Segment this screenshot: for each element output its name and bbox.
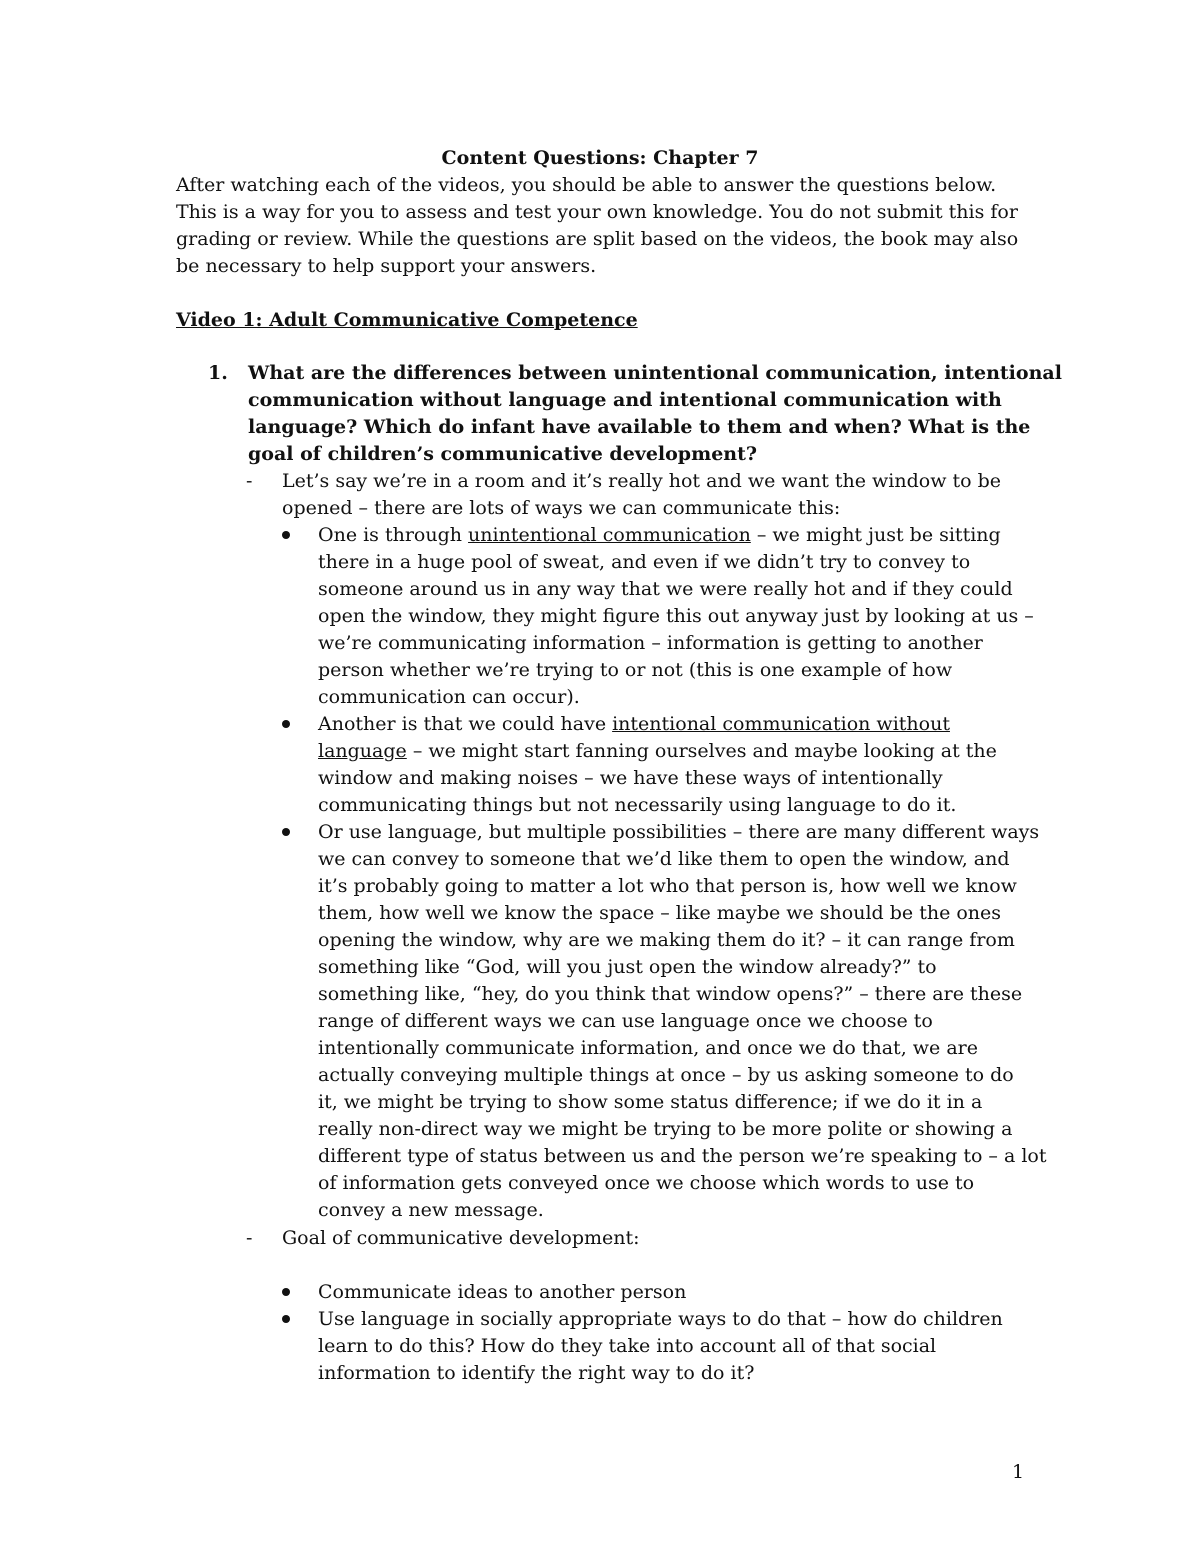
underlined-term: intentional communication without: [612, 713, 950, 735]
bullet-line: there in a huge pool of sweat, and even if we didn’t try to convey to: [318, 551, 971, 573]
bullet-line: [282, 711, 1042, 738]
bullet-dot-icon: [282, 1288, 290, 1296]
bullet-line: really non-direct way we might be trying to be more polite or showing a: [318, 1118, 1013, 1140]
intro-line: grading or review. While the questions are split based on the videos, the book may also: [176, 228, 1019, 250]
bullet-line: range of different ways we can use language once we choose to: [318, 1010, 933, 1032]
bullet-line: it’s probably going to matter a lot who that person is, how well we know: [318, 875, 1017, 897]
bullet-line: opening the window, why are we making them do it? – it can range from: [318, 929, 1015, 951]
bullet-line: we’re communicating information – information is getting to another: [318, 632, 983, 654]
bullet-line: [282, 522, 1042, 549]
bullet-line: intentionally communicate information, and once we do that, we are: [318, 1037, 978, 1059]
bullet-text: – we might start fanning ourselves and maybe looking at the: [406, 740, 997, 762]
bullet-line: something like, “hey, do you think that window opens?” – there are these: [318, 983, 1023, 1005]
page-title: Content Questions: Chapter 7: [441, 147, 759, 169]
dash-item-line: opened – there are lots of ways we can communicate this:: [282, 497, 841, 519]
bullet-line: Communicate ideas to another person: [318, 1281, 687, 1303]
dash-item-line: Let’s say we’re in a room and it’s really hot and we want the window to be: [282, 470, 1002, 492]
bullet-dot-icon: [282, 531, 290, 539]
bullet-text: Another is that we could have: [318, 713, 613, 735]
bullet-item-unintentional: [282, 522, 1042, 711]
bullet-line: communication can occur).: [318, 686, 580, 708]
bullet-line: window and making noises – we have these ways of intentionally: [318, 767, 943, 789]
bullet-line: learn to do this? How do they take into account all of that social: [318, 1335, 937, 1357]
bullet-line: of information gets conveyed once we choose which words to use to: [318, 1172, 975, 1194]
dash-item-goal: [246, 1225, 1036, 1252]
question-line: goal of children’s communicative development?: [248, 443, 758, 465]
dash-item-line: Goal of communicative development:: [282, 1227, 640, 1249]
dash-item-scenario: [246, 468, 1036, 522]
question-1: [208, 360, 1062, 468]
bullet-line: Use language in socially appropriate ways to do that – how do children: [318, 1308, 1003, 1330]
bullet-line: we can convey to someone that we’d like them to open the window, and: [318, 848, 1010, 870]
bullet-text: – we might just be sitting: [750, 524, 1001, 546]
question-line: language? Which do infant have available to them and when? What is the: [248, 416, 1031, 438]
bullet-item-communicate-ideas: [282, 1279, 1042, 1306]
question-number: 1.: [208, 362, 228, 384]
bullet-dot-icon: [282, 720, 290, 728]
bullet-line: communicating things but not necessarily using language to do it.: [318, 794, 957, 816]
bullet-line: actually conveying multiple things at once – by us asking someone to do: [318, 1064, 1014, 1086]
intro-line: be necessary to help support your answers.: [176, 255, 597, 277]
bullet-item-language: [282, 819, 1047, 1224]
bullet-item-intentional-no-language: [282, 711, 1042, 819]
bullet-line: person whether we’re trying to or not (this is one example of how: [318, 659, 953, 681]
question-line: communication without language and intentional communication with: [248, 389, 1002, 411]
dash-marker: -: [246, 470, 253, 492]
bullet-line: them, how well we know the space – like maybe we should be the ones: [318, 902, 1002, 924]
page-number: 1: [1012, 1461, 1025, 1483]
bullet-dot-icon: [282, 1315, 290, 1323]
intro-line: After watching each of the videos, you should be able to answer the questions below.: [176, 174, 997, 196]
bullet-line: information to identify the right way to do it?: [318, 1362, 755, 1384]
bullet-dot-icon: [282, 828, 290, 836]
bullet-line: [282, 738, 1042, 765]
bullet-line: something like “God, will you just open the window already?” to: [318, 956, 937, 978]
underlined-term: language: [318, 740, 407, 762]
intro-paragraph: [176, 172, 1026, 280]
question-line: What are the differences between unintentional communication, intentional: [248, 362, 1062, 384]
bullet-line: it, we might be trying to show some status difference; if we do it in a: [318, 1091, 983, 1113]
bullet-line: Or use language, but multiple possibilities – there are many different ways: [318, 821, 1040, 843]
video-heading: Video 1: Adult Communicative Competence: [176, 309, 638, 331]
bullet-line: convey a new message.: [318, 1199, 544, 1221]
bullet-item-socially-appropriate: [282, 1306, 1042, 1387]
dash-marker: -: [246, 1227, 253, 1249]
underlined-term: unintentional communication: [468, 524, 751, 546]
bullet-line: open the window, they might figure this out anyway just by looking at us –: [318, 605, 1034, 627]
intro-line: This is a way for you to assess and test your own knowledge. You do not submit this for: [176, 201, 1018, 223]
bullet-text: One is through: [318, 524, 469, 546]
bullet-line: someone around us in any way that we were really hot and if they could: [318, 578, 1013, 600]
bullet-line: different type of status between us and the person we’re speaking to – a lot: [318, 1145, 1047, 1167]
